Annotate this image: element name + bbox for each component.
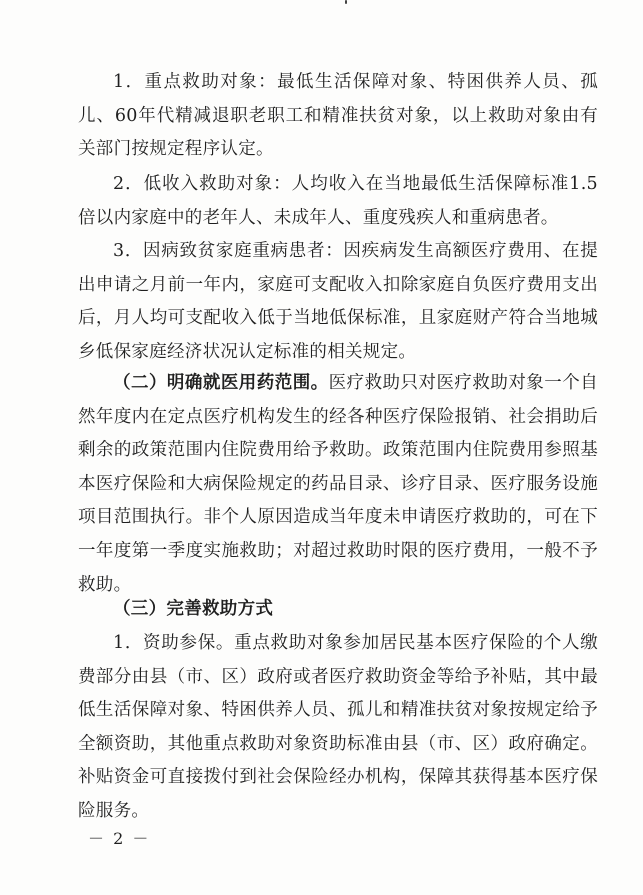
paragraph-illness-poverty-patients: 3．因病致贫家庭重病患者：因疾病发生高额医疗费用、在提出申请之月前一年内，家庭可支配收入扣除家庭自负医疗费用支出后，月人均可支配收入低于当地低保标准，且家庭财产符合当地城乡低保家庭经济状况认定标准的相关规定。	[78, 241, 598, 362]
section-body-medical-scope: 医疗救助只对医疗救助对象一个自然年度内在定点医疗机构发生的经各种医疗保险报销、社会捐助后剩余的政策范围内住院费用给予救助。政策范围内住院费用参照基本医疗保险和大病保险规定的药品目录、诊疗目录、医疗服务设施项目范围执行。非个人原因造成当年度未申请医疗救助的，可在下一年度第一季度实施救助；对超过救助时限的医疗费用，一般不予救助。	[78, 373, 599, 595]
paragraph-low-income-recipients: 2．低收入救助对象：人均收入在当地最低生活保障标准1.5倍以内家庭中的老年人、未成年人、重度残疾人和重病患者。	[78, 174, 598, 228]
section-heading-assistance-methods: （三）完善救助方式	[113, 599, 274, 619]
paragraph-medical-scope	[78, 367, 598, 602]
section-heading-medical-scope: （二）明确就医用药范围。	[113, 373, 329, 393]
paragraph-insurance-subsidy: 1．资助参保。重点救助对象参加居民基本医疗保险的个人缴费部分由县（市、区）政府或者医疗救助资金等给予补贴，其中最低生活保障对象、特困供养人员、孤儿和精准扶贫对象按规定给予全额资助，其他重点救助对象资助标准由县（市、区）政府确定。补贴资金可直接拨付到社会保险经办机构，保障其获得基本医疗保险服务。	[78, 633, 598, 821]
scan-mark	[345, 0, 347, 4]
page-number: － 2 －	[88, 829, 151, 848]
paragraph-key-recipients: 1．重点救助对象：最低生活保障对象、特困供养人员、孤儿、60年代精减退职老职工和精准扶贫对象，以上救助对象由有关部门按规定程序认定。	[78, 72, 598, 160]
